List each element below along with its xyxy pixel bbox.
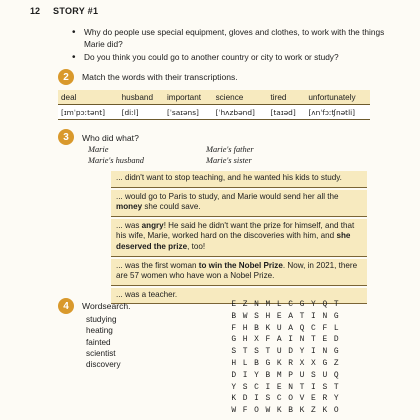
wordsearch-letter[interactable]: H [231,358,237,368]
word-cell: tired [268,90,306,105]
wordsearch-word: fainted [86,337,111,347]
wordsearch-letter[interactable]: N [322,347,328,357]
transcription-cell: [ɪmˈpɔːtənt] [58,105,119,120]
wordsearch-row [228,300,342,312]
wordsearch-letter[interactable]: K [276,358,282,368]
wordsearch-grid [228,300,342,418]
wordsearch-letter[interactable]: K [299,406,305,416]
wordsearch-letter[interactable]: E [311,394,316,404]
wordsearch-letter[interactable]: G [333,347,339,357]
person-name: Marie's father [206,145,254,154]
wordsearch-letter[interactable]: U [276,347,282,357]
wordsearch-letter[interactable]: H [265,311,271,321]
discussion-questions [72,27,402,66]
wordsearch-letter[interactable]: D [231,370,237,380]
word-cell: deal [58,90,119,105]
wordsearch-letter[interactable]: K [322,406,328,416]
wordsearch-letter[interactable]: N [299,335,305,345]
wordsearch-letter[interactable]: D [288,347,294,357]
answer-text: ... would go to Paris to study, and Marie would send her all the money she could save. [116,191,339,212]
wordsearch-letter[interactable]: D [333,335,339,345]
wordsearch-letter[interactable]: S [311,370,316,380]
answer-row [111,190,367,217]
wordsearch-letter[interactable]: Y [333,394,339,404]
wordsearch-letter[interactable]: S [322,382,328,392]
wordsearch-letter[interactable]: A [288,323,294,333]
exercise-title: Who did what? [82,133,139,143]
wordsearch-row [228,394,342,406]
wordsearch-letter[interactable]: Y [311,300,316,309]
wordsearch-letter[interactable]: Y [299,347,305,357]
wordsearch-letter[interactable]: F [242,406,248,416]
wordsearch-row [228,359,342,371]
wordsearch-letter[interactable]: F [231,323,237,333]
wordsearch-letter[interactable]: Z [311,406,316,416]
story-title: STORY #1 [53,6,99,16]
transcription-cell: [ˈhʌzbənd] [213,105,268,120]
wordsearch-letter[interactable]: E [231,300,237,309]
wordsearch-letter[interactable]: Y [231,382,237,392]
wordsearch-row [228,371,342,383]
wordsearch-letter[interactable]: W [231,406,237,416]
wordsearch-letter[interactable]: U [299,370,305,380]
wordsearch-letter[interactable]: T [299,311,305,321]
wordsearch-letter[interactable]: T [299,382,305,392]
wordsearch-row [228,347,342,359]
match-table [58,90,370,120]
wordsearch-row [228,383,342,395]
answer-row [111,219,367,257]
wordsearch-letter[interactable]: R [288,358,294,368]
exercise-title: Wordsearch. [82,301,131,311]
wordsearch-row [228,406,342,418]
wordsearch-letter[interactable]: E [276,311,282,321]
wordsearch-letter[interactable]: U [276,323,282,333]
wordsearch-letter[interactable]: C [276,394,282,404]
person-name: Marie [88,145,109,154]
wordsearch-letter[interactable]: B [254,323,259,333]
transcriptions-row [58,105,370,120]
word-cell: husband [119,90,164,105]
wordsearch-word: scientist [86,348,116,358]
wordsearch-letter[interactable]: H [242,335,248,345]
wordsearch-row [228,312,342,324]
wordsearch-letter[interactable]: G [322,358,328,368]
wordsearch-letter[interactable]: H [242,323,248,333]
wordsearch-letter[interactable]: I [288,335,294,345]
answer-row [111,259,367,286]
wordsearch-letter[interactable]: D [242,394,248,404]
exercise-title: Match the words with their transcriptions. [82,72,238,82]
person-name: Marie's sister [206,156,252,165]
wordsearch-letter[interactable]: A [288,311,294,321]
wordsearch-letter[interactable]: G [333,311,339,321]
transcription-cell: [diːl] [119,105,164,120]
wordsearch-letter[interactable]: E [322,335,328,345]
word-cell: unfortunately [305,90,370,105]
wordsearch-letter[interactable]: I [311,347,316,357]
wordsearch-letter[interactable]: I [265,382,271,392]
wordsearch-letter[interactable]: I [311,382,316,392]
word-cell: science [213,90,268,105]
wordsearch-letter[interactable]: F [265,335,271,345]
wordsearch-letter[interactable]: N [322,311,328,321]
wordsearch-letter[interactable]: T [333,382,339,392]
wordsearch-letter[interactable]: T [311,335,316,345]
wordsearch-letter[interactable]: N [254,300,259,309]
words-row [58,90,370,105]
answer-row: ... was a teacher. [111,288,367,305]
wordsearch-letter[interactable]: X [299,358,305,368]
wordsearch-letter[interactable]: I [242,370,248,380]
transcription-cell: [ˈsaɪəns] [164,105,213,120]
wordsearch-letter[interactable]: E [276,382,282,392]
wordsearch-letter[interactable]: G [265,358,271,368]
wordsearch-letter[interactable]: O [254,406,259,416]
wordsearch-letter[interactable]: O [288,394,294,404]
wordsearch-letter[interactable]: Q [333,370,339,380]
wordsearch-letter[interactable]: I [311,311,316,321]
exercise-number-badge: 2 [58,69,74,85]
question-item: • Why do people use special equipment, gloves and clothes, to work with the things Marie did? [72,27,402,50]
wordsearch-letter[interactable]: X [254,335,259,345]
person-name: Marie's husband [88,156,144,165]
wordsearch-letter[interactable]: F [322,323,328,333]
wordsearch-letter[interactable]: S [254,311,259,321]
wordsearch-letter[interactable]: Z [333,358,339,368]
wordsearch-letter[interactable]: B [265,370,271,380]
wordsearch-letter[interactable]: K [276,406,282,416]
wordsearch-letter[interactable]: U [322,370,328,380]
wordsearch-row [228,335,342,347]
question-item: • Do you think you could go to another country or city to work or study? [72,52,402,64]
wordsearch-letter[interactable]: S [265,394,271,404]
wordsearch-letter[interactable]: T [242,347,248,357]
answer-row: ... didn't want to stop teaching, and he wanted his kids to study. [111,171,367,188]
answer-text: ... was angry! He said he didn't want the prize for himself, and that his wife, Marie, worked hard on the discoveries with him, and she deserved the prize, too! [116,220,355,251]
wordsearch-letter[interactable]: L [242,358,248,368]
wordsearch-letter[interactable]: L [333,323,339,333]
wordsearch-letter[interactable]: Q [299,323,305,333]
transcription-cell: [taɪəd] [268,105,306,120]
wordsearch-letter[interactable]: X [311,358,316,368]
wordsearch-letter[interactable]: W [265,406,271,416]
wordsearch-letter[interactable]: G [299,300,305,309]
page-header [30,5,98,17]
answers-list [111,171,367,306]
answer-text: ... was the first woman to win the Nobel Prize. Now, in 2021, there are 57 women who have won a Nobel Prize. [116,260,358,281]
transcription-cell: [ʌnˈfɔːʧnətli] [305,105,370,120]
word-cell: important [164,90,213,105]
wordsearch-letter[interactable]: B [288,406,294,416]
page-number: 12 [30,6,41,16]
wordsearch-letter[interactable]: Z [242,300,248,309]
wordsearch-letter[interactable]: S [254,347,259,357]
wordsearch-letter[interactable]: S [242,382,248,392]
wordsearch-letter[interactable]: P [288,370,294,380]
wordsearch-letter[interactable]: T [265,347,271,357]
wordsearch-letter[interactable]: K [265,323,271,333]
wordsearch-letter[interactable]: M [276,370,282,380]
wordsearch-letter[interactable]: O [333,406,339,416]
wordsearch-letter[interactable]: L [276,300,282,309]
wordsearch-letter[interactable]: C [254,382,259,392]
wordsearch-letter[interactable]: K [231,394,237,404]
wordsearch-letter[interactable]: Q [322,300,328,309]
wordsearch-letter[interactable]: W [242,311,248,321]
wordsearch-letter[interactable]: Y [254,370,259,380]
wordsearch-letter[interactable]: N [288,382,294,392]
wordsearch-letter[interactable]: T [333,300,339,309]
wordsearch-letter[interactable]: M [265,300,271,309]
wordsearch-word: discovery [86,360,121,370]
wordsearch-letter[interactable]: V [299,394,305,404]
wordsearch-letter[interactable]: I [254,394,259,404]
exercise-number-badge: 3 [58,129,74,145]
wordsearch-letter[interactable]: G [231,335,237,345]
wordsearch-letter[interactable]: S [231,347,237,357]
wordsearch-row [228,324,342,336]
wordsearch-word-list [86,314,121,370]
exercise-number-badge: 4 [58,298,74,314]
wordsearch-word: studying [86,315,117,324]
wordsearch-word: heating [86,326,113,336]
wordsearch-letter[interactable]: B [231,311,237,321]
wordsearch-letter[interactable]: R [322,394,328,404]
wordsearch-letter[interactable]: B [254,358,259,368]
wordsearch-letter[interactable]: C [288,300,294,309]
wordsearch-letter[interactable]: C [311,323,316,333]
wordsearch-letter[interactable]: A [276,335,282,345]
